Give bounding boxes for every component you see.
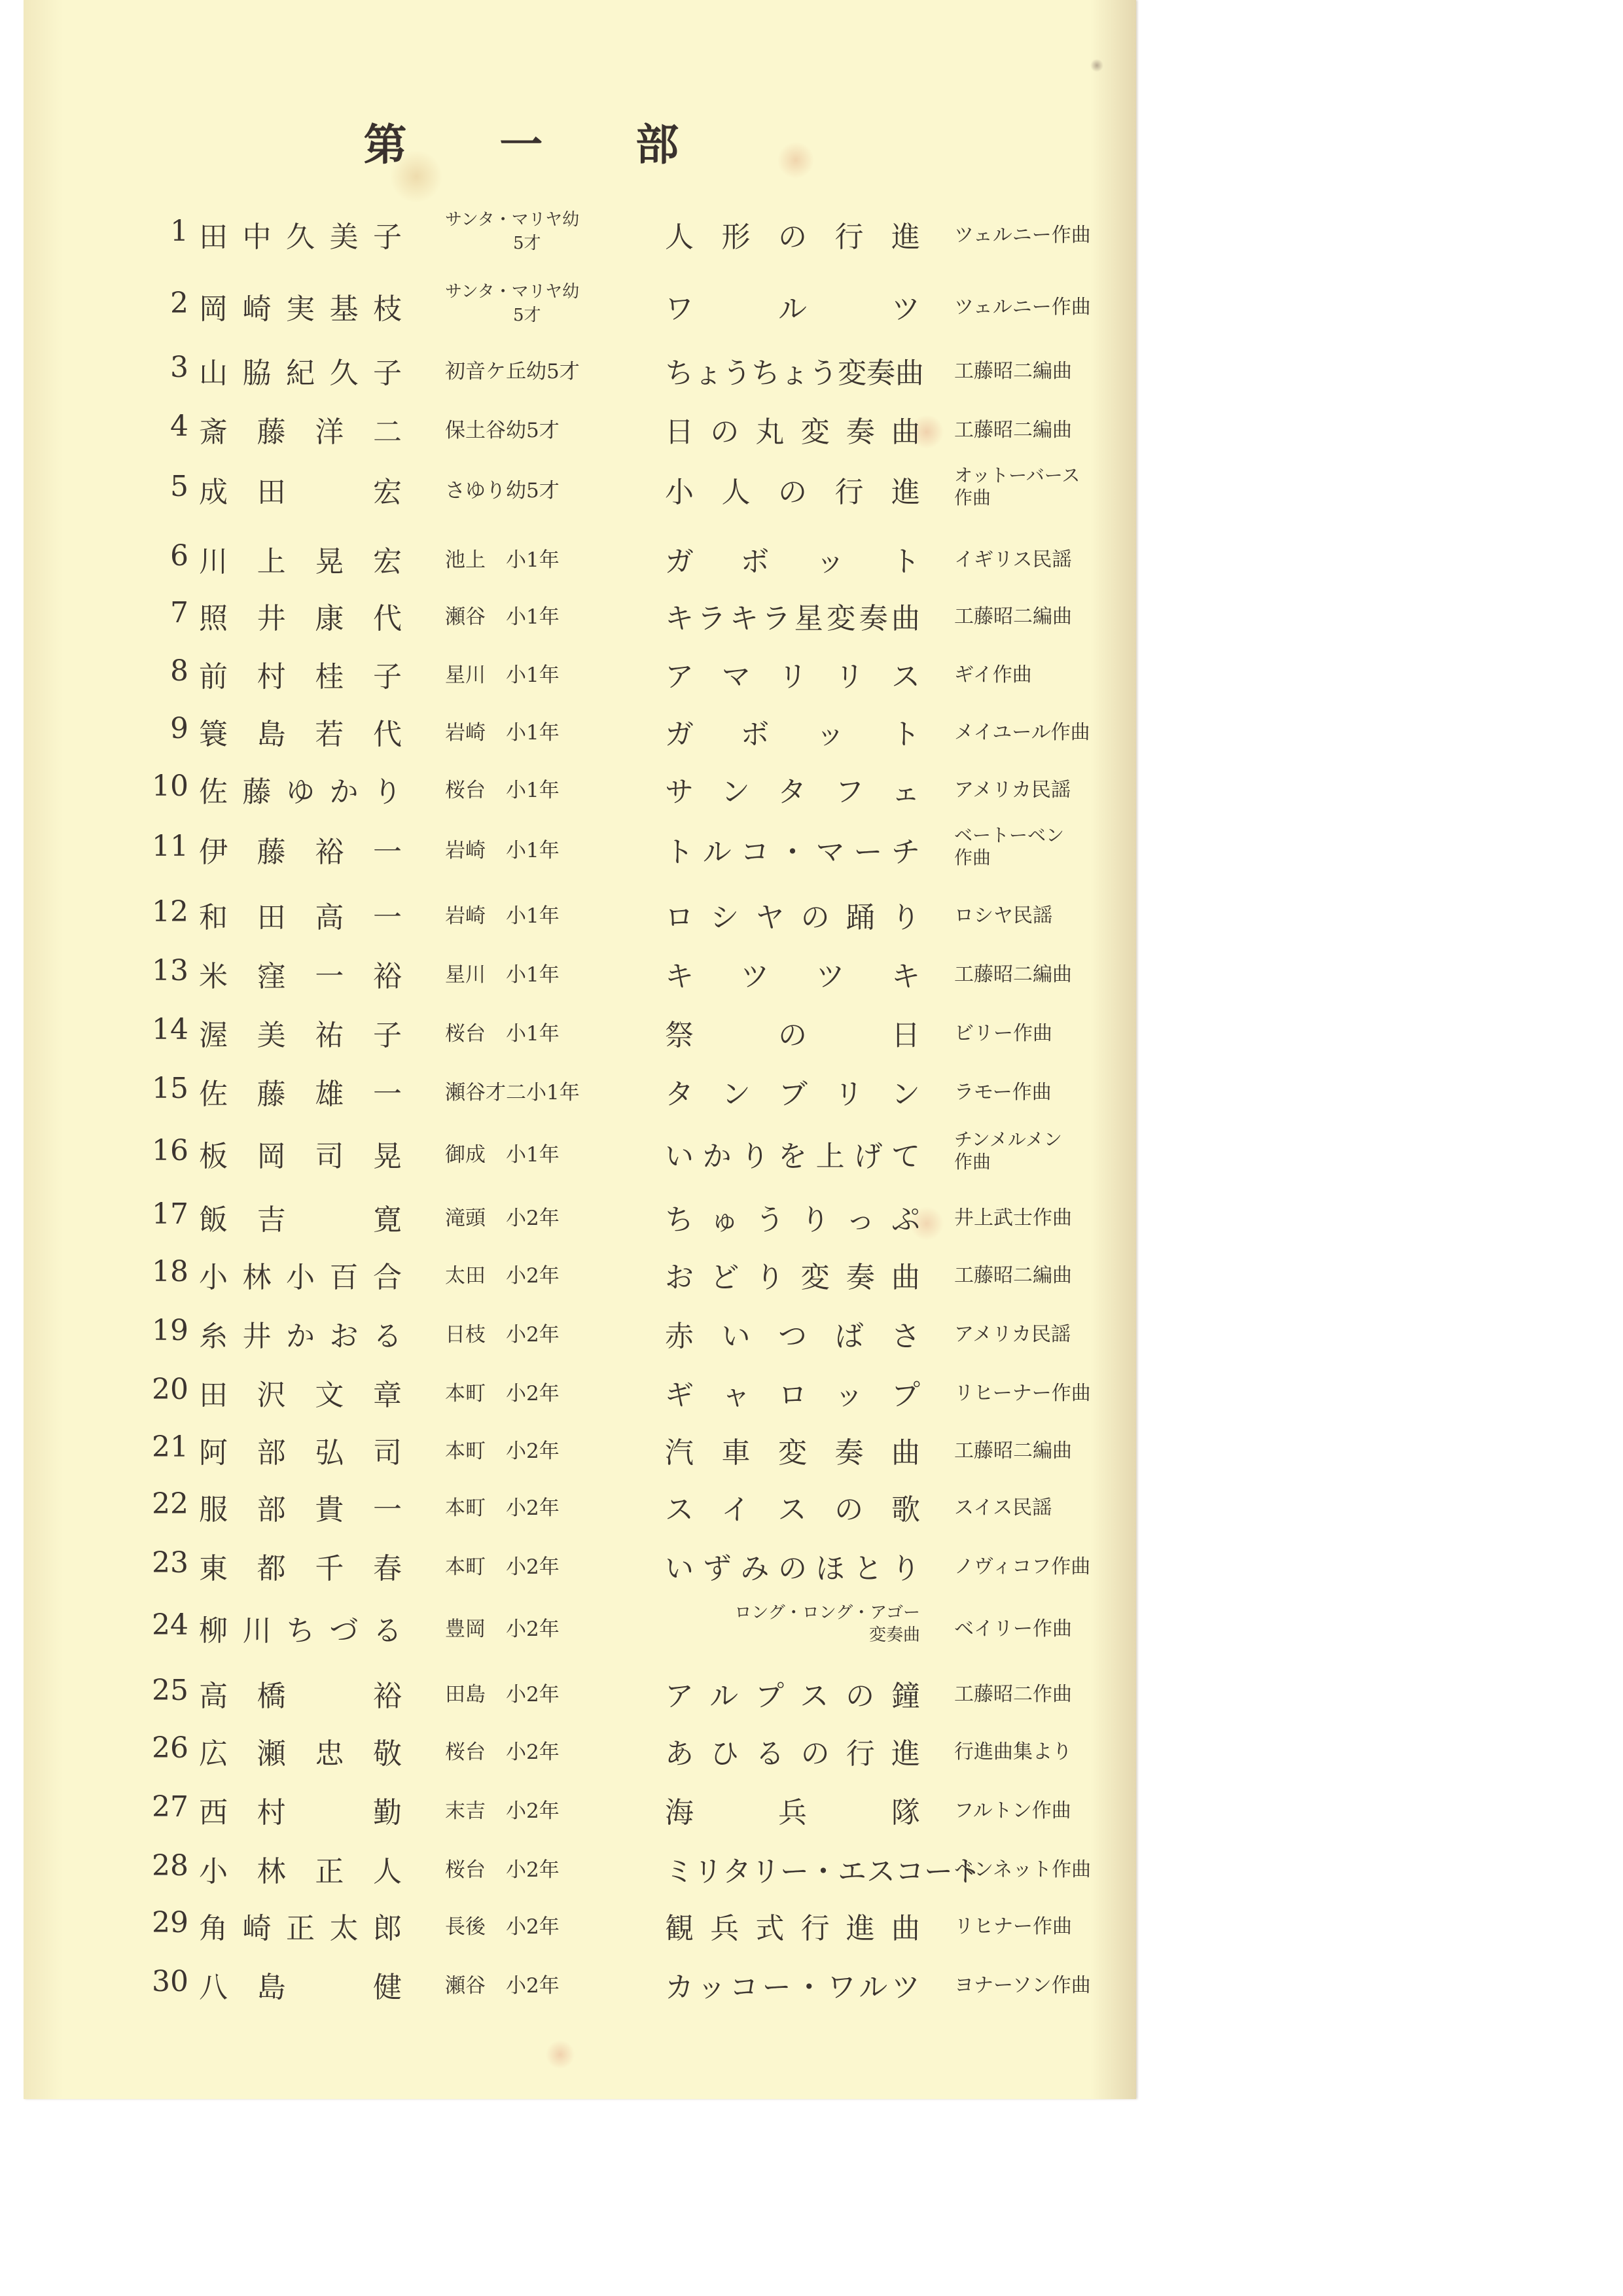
performance-number: 18 — [152, 1255, 188, 1288]
program-row — [24, 1060, 1136, 1119]
program-row — [24, 275, 1136, 334]
piece-title: いかりを上げて — [665, 1140, 920, 1173]
performer-school: 滝頭 小2年 — [445, 1207, 560, 1230]
performer-school: 長後 小2年 — [445, 1915, 560, 1939]
program-row — [24, 883, 1136, 942]
piece-title: キツツキ — [665, 960, 920, 993]
composer-credit: アメリカ民謡 — [954, 1323, 1071, 1346]
program-row — [24, 1597, 1136, 1655]
performer-name: 飯吉 寛 — [199, 1203, 402, 1237]
program-row — [24, 942, 1136, 1001]
piece-title: ちょうちょう変奏曲 — [665, 357, 924, 390]
program-row — [24, 398, 1136, 457]
performance-number: 7 — [170, 596, 188, 629]
composer-credit: ラモー作曲 — [954, 1081, 1052, 1104]
performance-number: 16 — [152, 1134, 188, 1167]
performer-name: 伊藤裕一 — [199, 836, 402, 869]
performer-name: 東都千春 — [199, 1552, 402, 1585]
program-row — [24, 1953, 1136, 2012]
performer-name: 斎藤洋二 — [199, 415, 402, 449]
piece-title: 日の丸変奏曲 — [665, 415, 920, 449]
performance-number: 19 — [152, 1314, 188, 1347]
program-row — [24, 643, 1136, 701]
program-row — [24, 700, 1136, 759]
performance-number: 20 — [152, 1373, 188, 1406]
piece-title: ロシヤの踊り — [665, 901, 920, 934]
piece-title: ガボット — [665, 545, 920, 578]
program-row — [24, 339, 1136, 398]
piece-title: おどり変奏曲 — [665, 1261, 920, 1294]
piece-title: アマリリス — [665, 660, 920, 694]
performer-name: 阿部弘司 — [199, 1436, 402, 1470]
performer-name: 佐藤ゆかり — [199, 775, 402, 809]
performer-name: 角崎正太郎 — [199, 1912, 402, 1945]
performer-school: 本町 小2年 — [445, 1496, 560, 1520]
performance-number: 11 — [152, 830, 188, 863]
program-row — [24, 1475, 1136, 1534]
piece-title: 赤いつばさ — [665, 1320, 920, 1353]
piece-title: タンブリン — [665, 1078, 920, 1111]
performer-school: サンタ・マリヤ幼 5才 — [445, 210, 580, 253]
performer-name: 佐藤雄一 — [199, 1078, 402, 1111]
performer-name: 広瀬忠敬 — [199, 1737, 402, 1771]
performer-name: 田中久美子 — [199, 221, 402, 254]
piece-title: 小人の行進 — [665, 476, 920, 509]
program-row — [24, 527, 1136, 586]
program-row — [24, 458, 1136, 517]
composer-credit: ロシヤ民謡 — [954, 904, 1052, 927]
composer-credit: スイス民謡 — [954, 1496, 1052, 1519]
program-row — [24, 1001, 1136, 1060]
performance-number: 26 — [152, 1731, 188, 1765]
performer-name: 板岡司晃 — [199, 1140, 402, 1173]
piece-title: サンタフェ — [665, 775, 920, 809]
composer-credit: 工藤昭二編曲 — [954, 419, 1072, 442]
performance-number: 2 — [170, 287, 188, 320]
performer-name: 小林小百合 — [199, 1261, 402, 1294]
program-row — [24, 1361, 1136, 1420]
performance-number: 12 — [152, 895, 188, 928]
piece-title: 人形の行進 — [665, 221, 920, 254]
performer-school: 末吉 小2年 — [445, 1799, 560, 1823]
program-row — [24, 1778, 1136, 1837]
performer-school: 桜台 小1年 — [445, 1022, 560, 1046]
program-row — [24, 203, 1136, 262]
performer-name: 成田 宏 — [199, 476, 402, 509]
program-row — [24, 1122, 1136, 1181]
composer-credit: ベンネット作曲 — [954, 1858, 1092, 1881]
program-row — [24, 1837, 1136, 1896]
piece-title: あひるの行進 — [665, 1737, 920, 1771]
composer-credit: ツェルニー作曲 — [954, 296, 1091, 319]
piece-title: いずみのほとり — [665, 1552, 920, 1585]
performer-school: 岩崎 小1年 — [445, 839, 560, 862]
performer-name: 糸井かおる — [199, 1320, 402, 1353]
performance-number: 30 — [152, 1965, 188, 1998]
composer-credit: 工藤昭二作曲 — [954, 1683, 1072, 1706]
piece-title: ちゅうりっぷ — [665, 1203, 920, 1237]
piece-title: ギャロップ — [665, 1379, 920, 1412]
composer-credit: ヨナーソン作曲 — [954, 1974, 1091, 1997]
performer-school: 御成 小1年 — [445, 1143, 560, 1167]
composer-credit: ベートーベン 作曲 — [954, 824, 1065, 868]
composer-credit: ギイ作曲 — [954, 663, 1032, 686]
performer-name: 岡崎実基枝 — [199, 292, 402, 326]
performer-school: 本町 小2年 — [445, 1382, 560, 1405]
performer-name: 八島 健 — [199, 1971, 402, 2004]
performer-school: 岩崎 小1年 — [445, 721, 560, 745]
program-row — [24, 1662, 1136, 1721]
performance-number: 14 — [152, 1013, 188, 1046]
performance-number: 23 — [152, 1546, 188, 1580]
composer-credit: 工藤昭二編曲 — [954, 963, 1072, 986]
composer-credit: リヒーナー作曲 — [954, 1382, 1091, 1405]
composer-credit: ビリー作曲 — [954, 1022, 1052, 1045]
performer-name: 照井康代 — [199, 602, 402, 635]
performance-number: 21 — [152, 1430, 188, 1464]
performer-school: 瀬谷 小1年 — [445, 605, 560, 629]
performance-number: 29 — [152, 1906, 188, 1939]
performer-name: 前村桂子 — [199, 660, 402, 694]
composer-credit: リヒナー作曲 — [954, 1915, 1072, 1938]
piece-title: ワ ル ツ — [665, 292, 920, 326]
piece-title: ロング・ロング・アゴー 変奏曲 — [734, 1603, 920, 1645]
performance-number: 15 — [152, 1072, 188, 1105]
piece-title: キラキラ星変奏曲 — [665, 602, 920, 635]
program-sheet — [24, 0, 1136, 2099]
program-row — [24, 818, 1136, 877]
piece-title: 観兵式行進曲 — [665, 1912, 920, 1945]
performance-number: 28 — [152, 1849, 188, 1882]
performance-number: 8 — [170, 654, 188, 688]
composer-credit: 工藤昭二編曲 — [954, 1264, 1072, 1287]
piece-title: アルプスの鐘 — [665, 1680, 920, 1713]
section-title: 第 一 部 — [363, 119, 718, 170]
composer-credit: ベイリー作曲 — [954, 1617, 1072, 1640]
composer-credit: 工藤昭二編曲 — [954, 605, 1072, 628]
performance-number: 10 — [152, 769, 188, 803]
composer-credit: オットーバース 作曲 — [954, 465, 1080, 508]
composer-credit: アメリカ民謡 — [954, 779, 1071, 802]
performer-name: 小林正人 — [199, 1855, 402, 1888]
composer-credit: メイユール作曲 — [954, 721, 1090, 744]
performer-name: 柳川ちづる — [199, 1614, 402, 1648]
performer-school: 田島 小2年 — [445, 1683, 560, 1706]
composer-credit: 行進曲集より — [954, 1740, 1072, 1763]
composer-credit: 工藤昭二編曲 — [954, 1439, 1072, 1462]
performer-name: 簑島若代 — [199, 718, 402, 751]
performer-school: 本町 小2年 — [445, 1439, 560, 1463]
composer-credit: 井上武士作曲 — [954, 1207, 1072, 1229]
performance-number: 22 — [152, 1487, 188, 1521]
program-row — [24, 1243, 1136, 1302]
performer-school: 桜台 小1年 — [445, 779, 560, 802]
performer-school: 太田 小2年 — [445, 1264, 560, 1288]
composer-credit: ノヴィコフ作曲 — [954, 1555, 1091, 1578]
performance-number: 5 — [170, 470, 188, 503]
program-row — [24, 1720, 1136, 1778]
performer-school: 桜台 小2年 — [445, 1858, 560, 1882]
composer-credit: イギリス民謡 — [954, 548, 1072, 571]
piece-title: トルコ・マーチ — [665, 836, 920, 869]
piece-title: ガボット — [665, 718, 920, 751]
performance-number: 17 — [152, 1197, 188, 1231]
performance-number: 27 — [152, 1790, 188, 1824]
performance-number: 24 — [152, 1608, 188, 1642]
piece-title: 祭の日 — [665, 1019, 920, 1052]
performer-name: 渥美祐子 — [199, 1019, 402, 1052]
performer-school: 豊岡 小2年 — [445, 1617, 560, 1641]
performance-number: 1 — [170, 215, 188, 248]
piece-title: 汽車変奏曲 — [665, 1436, 920, 1470]
performer-school: さゆり幼5才 — [445, 479, 560, 503]
performer-school: 本町 小2年 — [445, 1555, 560, 1579]
piece-title: スイスの歌 — [665, 1493, 920, 1527]
program-row — [24, 1302, 1136, 1361]
performer-school: 瀬谷 小2年 — [445, 1974, 560, 1998]
program-row — [24, 1186, 1136, 1245]
performer-name: 服部貴一 — [199, 1493, 402, 1527]
performer-school: 初音ケ丘幼5才 — [445, 360, 580, 383]
composer-credit: ツェルニー作曲 — [954, 224, 1091, 247]
performer-name: 山脇紀久子 — [199, 357, 402, 390]
performer-school: 桜台 小2年 — [445, 1740, 560, 1764]
program-row — [24, 1894, 1136, 1953]
program-row — [24, 1419, 1136, 1477]
performance-number: 25 — [152, 1674, 188, 1707]
performance-number: 3 — [170, 351, 188, 384]
program-row — [24, 758, 1136, 817]
performer-school: 保土谷幼5才 — [445, 419, 560, 442]
performer-name: 米窪一裕 — [199, 960, 402, 993]
piece-title: ミリタリー・エスコート — [665, 1855, 982, 1888]
performance-number: 9 — [170, 712, 188, 745]
performer-school: 星川 小1年 — [445, 663, 560, 687]
composer-credit: チンメルメン 作曲 — [954, 1129, 1062, 1173]
performer-name: 和田高一 — [199, 901, 402, 934]
program-row — [24, 1534, 1136, 1593]
performer-school: 池上 小1年 — [445, 548, 560, 572]
composer-credit: フルトン作曲 — [954, 1799, 1071, 1822]
composer-credit: 工藤昭二編曲 — [954, 360, 1072, 383]
piece-title: 海 兵 隊 — [665, 1796, 920, 1829]
performer-name: 田沢文章 — [199, 1379, 402, 1412]
piece-title: カッコー・ワルツ — [665, 1971, 920, 2004]
performer-school: 日枝 小2年 — [445, 1323, 560, 1347]
performer-school: 星川 小1年 — [445, 963, 560, 987]
performer-school: サンタ・マリヤ幼 5才 — [445, 282, 580, 325]
performer-school: 岩崎 小1年 — [445, 904, 560, 928]
performance-number: 13 — [152, 954, 188, 987]
performer-school: 瀬谷才二小1年 — [445, 1081, 580, 1104]
program-row — [24, 584, 1136, 643]
performer-name: 高橋 裕 — [199, 1680, 402, 1713]
performance-number: 4 — [170, 410, 188, 443]
performer-name: 川上晃宏 — [199, 545, 402, 578]
performance-number: 6 — [170, 539, 188, 573]
performer-name: 西村 勤 — [199, 1796, 402, 1829]
